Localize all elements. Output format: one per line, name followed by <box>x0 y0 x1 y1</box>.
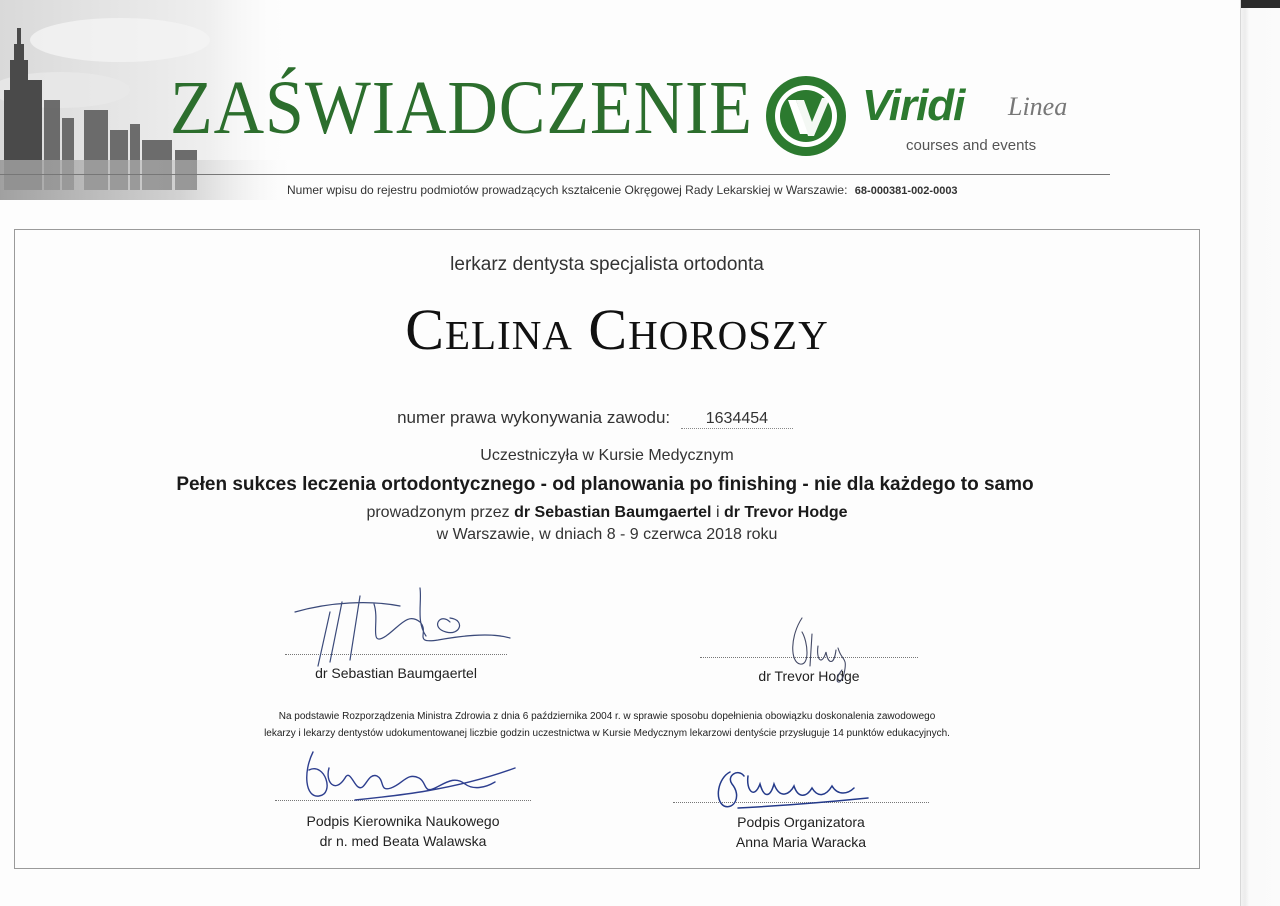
lecturer-right-signature-icon <box>782 612 862 692</box>
certificate-title: ZAŚWIADCZENIE <box>170 66 753 150</box>
brand-tagline: courses and events <box>906 137 1037 154</box>
legal-line-1: Na podstawie Rozporządzenia Ministra Zdrowia z dnia 6 października 2004 r. w sprawie sposobu dopełnienia obowiązku doskonalenia zawodowego <box>278 711 936 722</box>
license-label: numer prawa wykonywania zawodu: <box>397 408 671 427</box>
license-number: 1634454 <box>681 410 793 429</box>
brand-name: Viridi <box>862 81 965 130</box>
course-title: Pełen sukces leczenia ortodontycznego - od planowania po finishing - nie dla każdego to samo <box>176 474 1034 495</box>
scientific-director-role: Podpis Kierownika Naukowego <box>306 813 500 829</box>
scanned-page-edge <box>1240 0 1280 906</box>
register-number: 68-000381-002-0003 <box>854 185 958 197</box>
lecturer-2-name: dr Trevor Hodge <box>723 504 848 521</box>
course-lecturers-line <box>0 504 1214 522</box>
legal-notice <box>0 708 1214 742</box>
register-text: Numer wpisu do rejestru podmiotów prowadzących kształcenie Okręgowej Rady Lekarskiej w Warszawie: <box>287 183 848 197</box>
viridi-logo-icon <box>764 74 848 158</box>
scientific-director-name: dr n. med Beata Walawska <box>319 833 487 849</box>
lecturer-conjunction: i <box>715 504 720 521</box>
organizer-role: Podpis Organizatora <box>737 814 865 830</box>
brand-script-mark: Linea <box>1008 92 1068 121</box>
led-by-prefix: prowadzonym przez <box>366 504 510 521</box>
license-row <box>0 408 1190 429</box>
header-divider <box>0 174 1110 175</box>
course-place-date: w Warszawie, w dniach 8 - 9 czerwca 2018 roku <box>436 526 778 543</box>
lecturer-left-signature-icon <box>290 582 520 672</box>
register-line <box>287 183 958 197</box>
lecturer-1-name: dr Sebastian Baumgaertel <box>514 504 712 521</box>
organizer-name: Anna Maria Waracka <box>735 834 867 850</box>
organizer-signature-icon <box>708 760 878 820</box>
recipient-profession: lerkarz dentysta specjalista ortodonta <box>450 254 764 275</box>
certificate-header <box>0 0 1240 205</box>
recipient-name-text: Celina Choroszy <box>405 297 829 362</box>
recipient-name <box>0 296 1234 363</box>
legal-line-2: lekarzy i lekarzy dentystów udokumentowanej liczbie godzin uczestnictwa w Kursie Medycznym lekarzowi dentyście przysługuje 14 punktów edukacyjnych. <box>264 728 950 739</box>
lecturer-left-name: dr Sebastian Baumgaertel <box>315 665 477 681</box>
lecturer-right-name: dr Trevor Hodge <box>758 668 860 684</box>
participation-statement: Uczestniczyła w Kursie Medycznym <box>480 447 734 464</box>
scientific-director-signature-icon <box>295 742 525 812</box>
